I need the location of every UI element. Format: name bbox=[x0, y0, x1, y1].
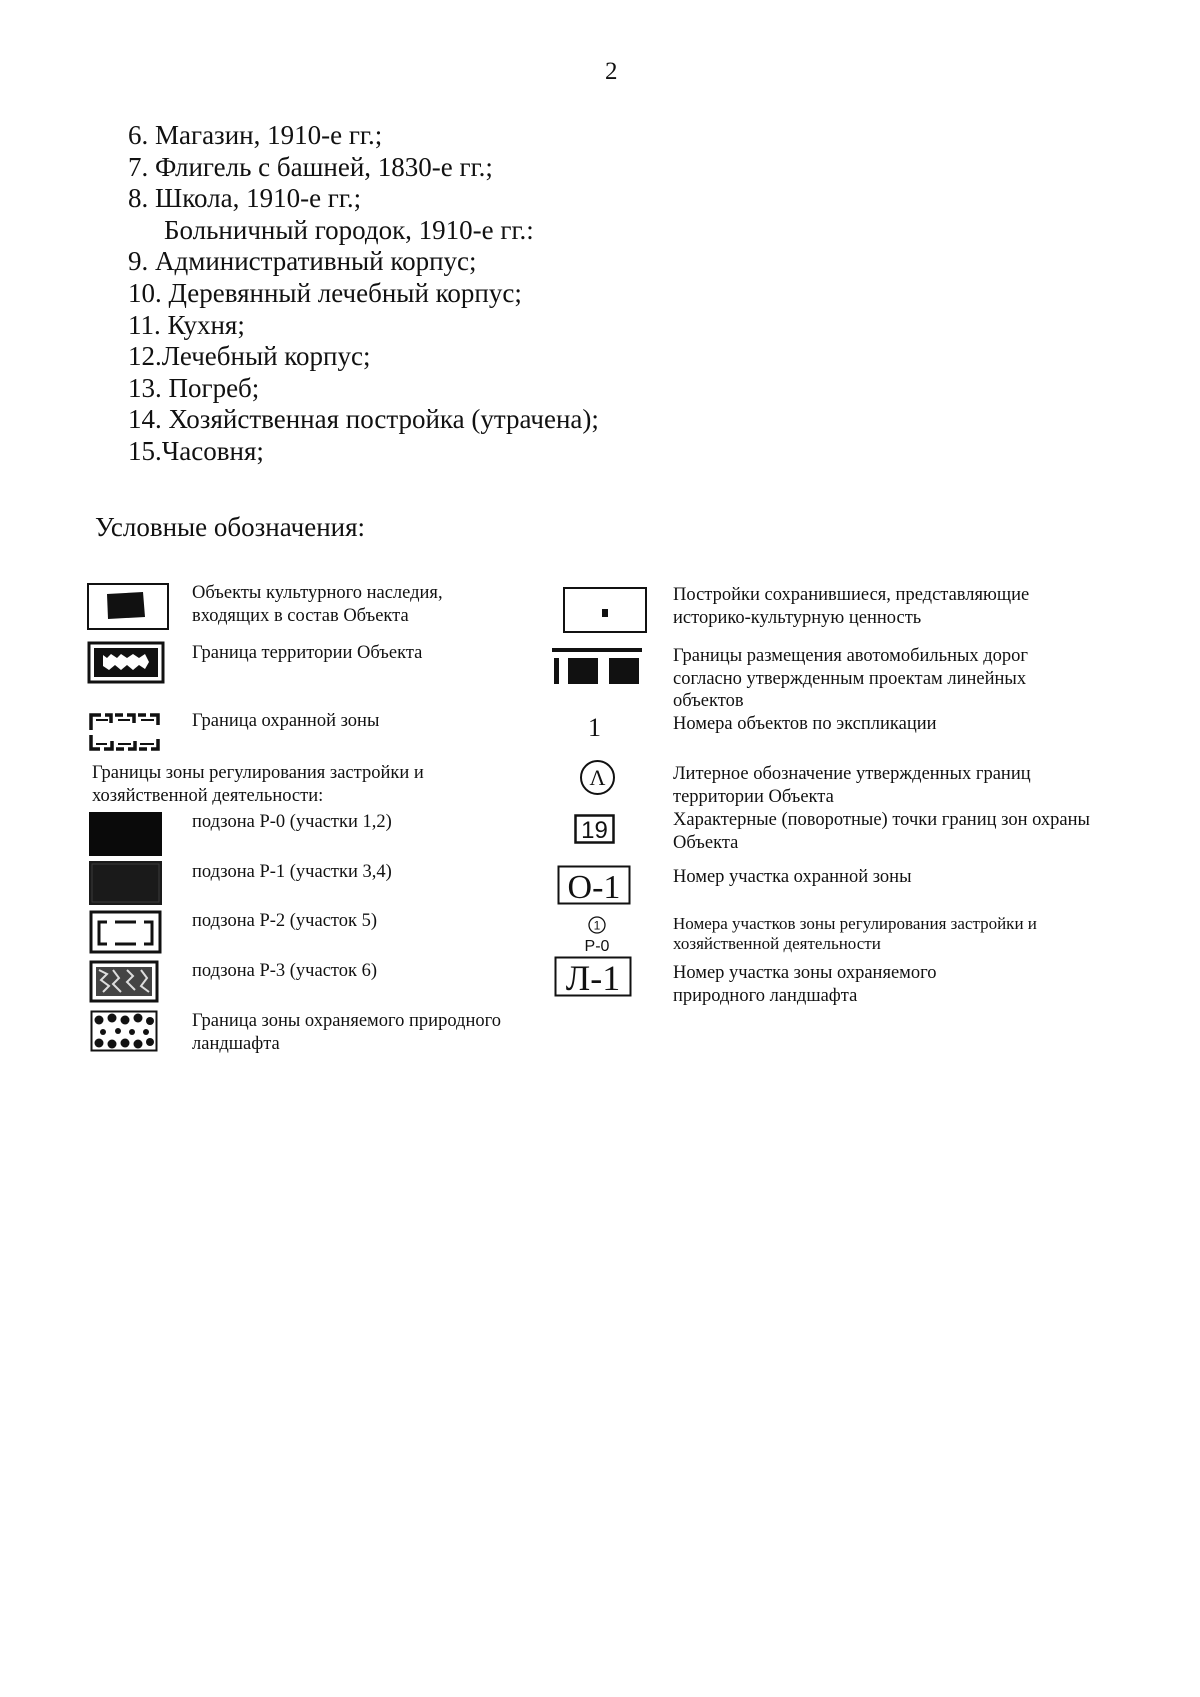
landscape-zone-section-label: Номер участка зоны охраняемого природного ландшафта bbox=[673, 963, 937, 1006]
landscape-zone-boundary-label: Граница зоны охраняемого природного ландшафта bbox=[192, 1011, 501, 1054]
subzone-p2-icon bbox=[89, 910, 162, 954]
object-list bbox=[128, 120, 599, 468]
turning-point-icon bbox=[574, 814, 615, 844]
subzone-p1-icon bbox=[89, 861, 162, 905]
page-number: 2 bbox=[605, 58, 618, 85]
list-item: 11. Кухня; bbox=[128, 309, 245, 340]
letter-designation-label: Литерное обозначение утвержденных границ территории Объекта bbox=[673, 764, 1031, 807]
list-item: 9. Административный корпус; bbox=[128, 246, 477, 277]
landscape-section-icon bbox=[554, 956, 632, 997]
letter-designation-icon bbox=[579, 759, 616, 796]
subzone-p1-label: подзона Р-1 (участки 3,4) bbox=[192, 862, 392, 882]
landscape-section-symbol: Л-1 bbox=[565, 958, 621, 997]
subzone-p3-label: подзона Р-3 (участок 6) bbox=[192, 961, 378, 981]
regulation-circle-symbol: 1 bbox=[593, 918, 601, 933]
list-item: 6. Магазин, 1910-е гг.; bbox=[128, 120, 383, 150]
preserved-buildings-label: Постройки сохранившиеся, представляющие историко-культурную ценность bbox=[673, 585, 1030, 628]
cultural-heritage-label: Объекты культурного наследия, входящих в состав Объекта bbox=[192, 583, 443, 626]
list-item: 15.Часовня; bbox=[128, 435, 264, 466]
protection-zone-boundary-icon bbox=[88, 709, 163, 753]
legend-heading: Условные обозначения: bbox=[95, 512, 366, 542]
point-number-symbol: 19 bbox=[581, 817, 608, 844]
list-item: 10. Деревянный лечебный корпус; bbox=[128, 277, 522, 308]
cultural-heritage-icon bbox=[87, 583, 169, 630]
subzone-p2-label: подзона Р-2 (участок 5) bbox=[192, 911, 378, 931]
turning-points-label: Характерные (поворотные) точки границ зон охраны Объекта bbox=[673, 810, 1090, 853]
list-item: 7. Флигель с башней, 1830-е гг.; bbox=[128, 151, 493, 182]
subzone-p0-label: подзона Р-0 (участки 1,2) bbox=[192, 812, 392, 832]
regulation-zone-sections-label: Номера участков зоны регулирования застройки и хозяйственной деятельности bbox=[673, 914, 1037, 953]
territory-boundary-icon bbox=[87, 641, 165, 684]
list-item: Больничный городок, 1910-е гг.: bbox=[164, 214, 534, 245]
object-number-symbol: 1 bbox=[588, 713, 601, 742]
list-item: 13. Погреб; bbox=[128, 372, 260, 403]
landscape-zone-boundary-icon bbox=[90, 1010, 158, 1052]
subzone-p0-icon bbox=[89, 812, 162, 856]
list-item: 12.Лечебный корпус; bbox=[128, 341, 371, 372]
protection-section-symbol: О-1 bbox=[567, 869, 621, 905]
list-item: 14. Хозяйственная постройка (утрачена); bbox=[128, 404, 599, 435]
regulation-section-icon bbox=[567, 913, 627, 957]
subzone-p3-icon bbox=[89, 960, 159, 1003]
protection-zone-boundary-label: Граница охранной зоны bbox=[192, 711, 380, 731]
territory-boundary-label: Граница территории Объекта bbox=[192, 643, 423, 663]
road-boundaries-label: Границы размещения авотомобильных дорог согласно утвержденным проектам линейных объектов bbox=[673, 646, 1029, 711]
regulation-zone-symbol: Р-0 bbox=[584, 938, 610, 955]
regulation-zones-title: Границы зоны регулирования застройки и хозяйственной деятельности: bbox=[92, 763, 424, 806]
protection-zone-section-label: Номер участка охранной зоны bbox=[673, 867, 912, 887]
letter-symbol: Λ bbox=[589, 765, 606, 790]
protection-section-icon bbox=[557, 865, 631, 905]
list-item: 8. Школа, 1910-е гг.; bbox=[128, 183, 362, 214]
object-numbers-label: Номера объектов по экспликации bbox=[673, 714, 937, 734]
preserved-building-icon bbox=[563, 587, 647, 633]
road-boundaries-icon bbox=[552, 648, 642, 690]
